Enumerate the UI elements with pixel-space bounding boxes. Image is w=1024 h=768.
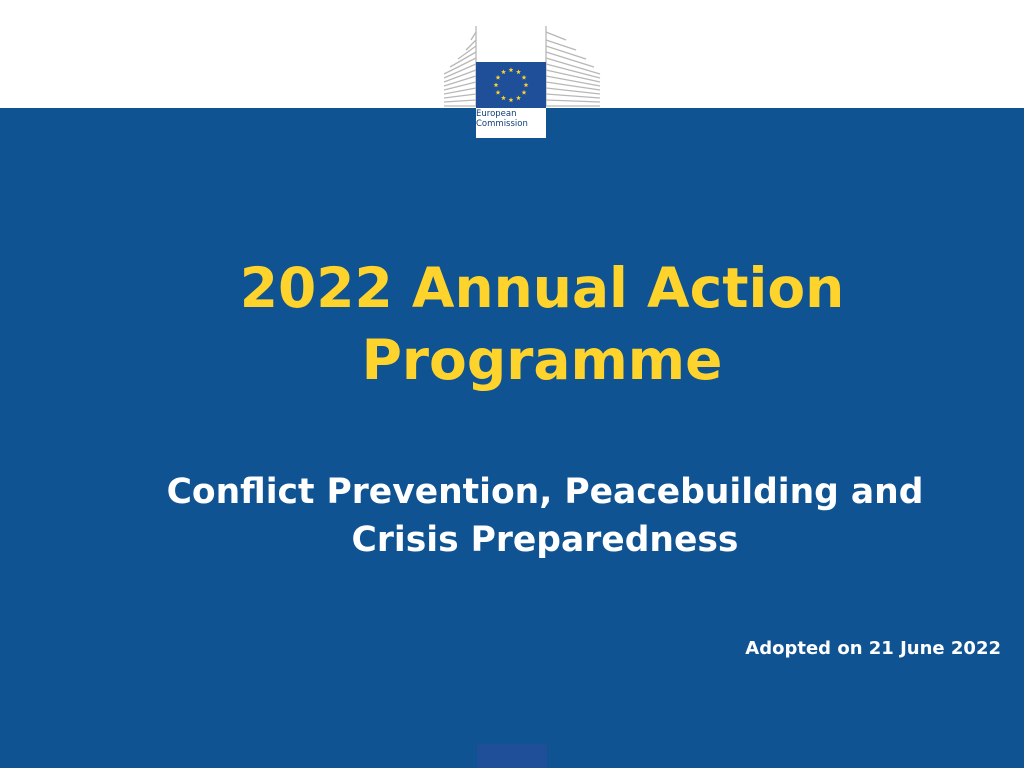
footer-tab: [477, 744, 547, 768]
title-band: [0, 108, 1024, 768]
logo-wordmark: [476, 109, 546, 129]
logo-text-line1: European: [476, 109, 517, 119]
adoption-date: Adopted on 21 June 2022: [745, 638, 1001, 659]
slide-title: [0, 252, 1024, 396]
slide-subtitle: [0, 468, 1024, 564]
slide-subtitle-line1: Conflict Prevention, Peacebuilding and: [166, 472, 924, 512]
slide-title-line1: 2022 Annual Action: [239, 256, 845, 320]
logo-text-line2: Commission: [476, 119, 528, 129]
slide-title-line2: Programme: [361, 328, 723, 392]
slide-subtitle-line2: Crisis Preparedness: [351, 520, 739, 560]
european-commission-logo: [440, 26, 606, 138]
building-lines-right: [546, 26, 600, 106]
building-lines-left: [444, 26, 476, 106]
